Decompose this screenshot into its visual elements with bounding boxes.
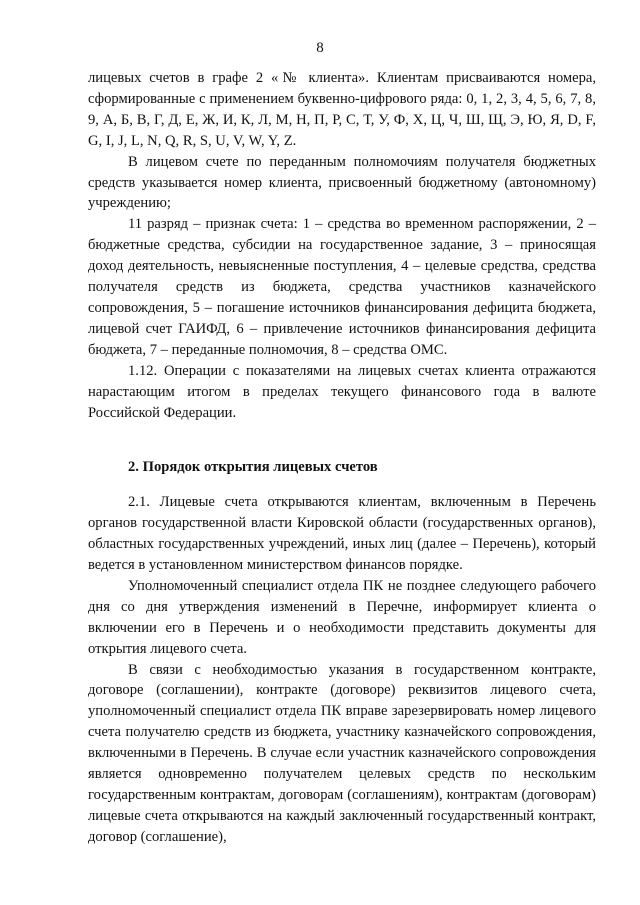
document-body: [88, 68, 596, 848]
paragraph-specialist-informs: Уполномоченный специалист отдела ПК не позднее следующего рабочего дня со дня утверждения изменений в Перечне, информирует клиента о включении его в Перечень и о необходимости представить документы для открытия лицевого счета.: [88, 577, 596, 657]
paragraph-reserve-account: В связи с необходимостью указания в государственном контракте, договоре (соглашении), контракте (договоре) реквизитов лицевого счета, уполномоченный специалист отдела ПК вправе зарезервировать номер лицевого счета получателю средств из бюджета, участнику казначейского сопровождения, включенными в Перечень. В случае если участник казначейского сопровождения является одновременно получателем целевых средств по нескольким государственным контрактам, договорам (соглашениям), контрактам (договорам) лицевые счета открываются на каждый заключенный государственный контракт, договор (соглашение),: [88, 661, 596, 845]
spacer: [88, 423, 596, 457]
section-title: 2. Порядок открытия лицевых счетов: [128, 459, 378, 476]
paragraph-client-numbering: лицевых счетов в графе 2 «№ клиента». Клиентам присваиваются номера, сформированные с применением буквенно-цифрового ряда: 0, 1, 2, 3, 4, 5, 6, 7, 8, 9, А, Б, В, Г, Д, Е, Ж, И, К, Л, М, Н, П, Р, С, Т, У, Ф, Х, Ц, Ч, Ш, Щ, Э, Ю, Я, D, F, G, I, J, L, N, Q, R, S, U, V, W, Y, Z.: [88, 70, 596, 149]
paragraph-2-1: 2.1. Лицевые счета открываются клиентам, включенным в Перечень органов государственной власти Кировской области (государственных органов), областных государственных учреждений, иных лиц (далее – Перечень), который ведется в установленном министерством финансов порядке.: [88, 494, 596, 574]
spacer: [88, 478, 596, 492]
page-number: 8: [316, 40, 324, 56]
paragraph-account-sign: 11 разряд – признак счета: 1 – средства во временном распоряжении, 2 – бюджетные средства, субсидии на государственное задание, 3 – приносящая доход деятельность, невыясненные поступления, 4 – целевые средства, средства получателя средств из бюджета, средства участников казначейского сопровождения, 5 – погашение источников финансирования дефицита бюджета, лицевой счет ГАИФД, 6 – привлечение источников финансирования дефицита бюджета, 7 – переданные полномочия, 8 – средства ОМС.: [88, 216, 596, 358]
paragraph-delegated-powers: В лицевом счете по переданным полномочиям получателя бюджетных средств указывается номер клиента, присвоенный бюджетному (автономному) учреждению;: [88, 153, 596, 212]
paragraph-1-12: 1.12. Операции с показателями на лицевых счетах клиента отражаются нарастающим итогом в пределах текущего финансового года в валюте Российской Федерации.: [88, 362, 596, 421]
